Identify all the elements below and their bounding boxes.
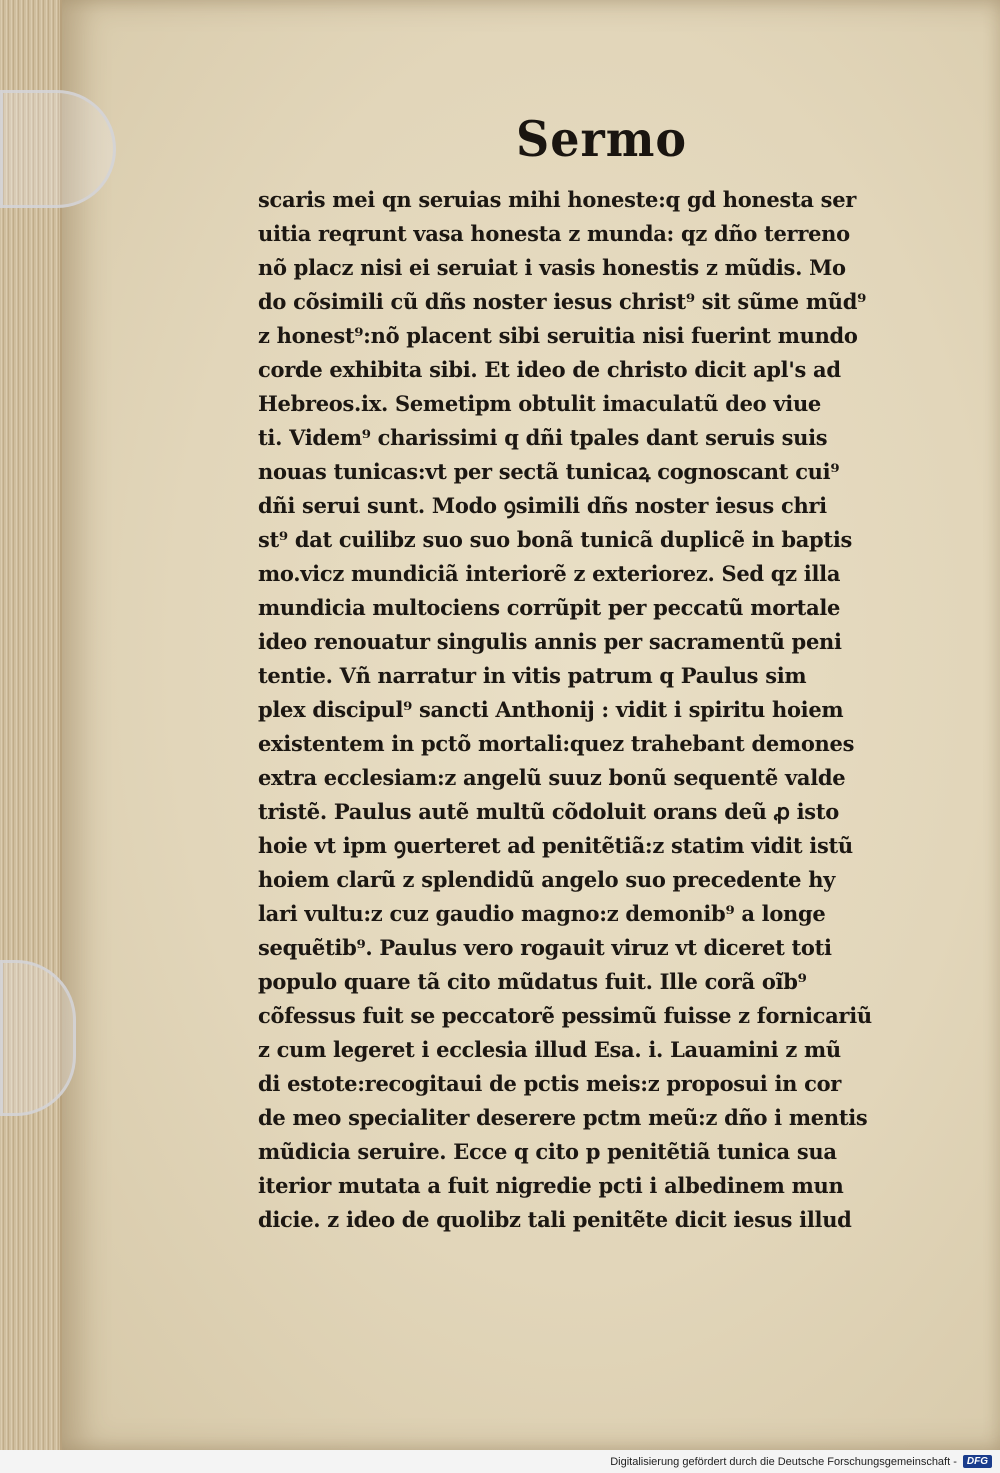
text-line: scaris mei qn seruias mihi honeste:q gd honesta ser (258, 187, 857, 212)
text-line: dñi serui sunt. Modo ꝯsimili dñs noster iesus chri (258, 493, 827, 518)
text-line: cõfessus fuit se peccatorẽ pessimũ fuisse z fornicariũ (258, 1003, 872, 1028)
text-line: nõ placz nisi ei seruiat i vasis honestis z mũdis. Mo (258, 255, 846, 280)
text-line: di estote:recogitaui de pctis meis:z proposui in cor (258, 1071, 842, 1096)
text-line: lari vultu:z cuz gaudio magno:z demonib⁹ a longe (258, 901, 826, 926)
text-line: tentie. Vñ narratur in vitis patrum q Paulus sim (258, 663, 807, 688)
dfg-logo[interactable]: DFG (963, 1455, 992, 1468)
text-line: Hebreos.ix. Semetipm obtulit imaculatũ deo viue (258, 391, 821, 416)
body-text (258, 183, 958, 1237)
text-line: plex discipul⁹ sancti Anthonij : vidit i spiritu hoiem (258, 697, 844, 722)
text-line: nouas tunicas:vt per sectã tunicaꝝ cognoscant cui⁹ (258, 459, 840, 484)
footer-bar (0, 1450, 1000, 1473)
text-line: ideo renouatur singulis annis per sacramentũ peni (258, 629, 842, 654)
text-line: dicie. z ideo de quolibz tali penitẽte dicit iesus illud (258, 1207, 852, 1232)
text-line: hoiem clarũ z splendidũ angelo suo precedente hy (258, 867, 836, 892)
text-line: extra ecclesiam:z angelũ suuz bonũ sequentẽ valde (258, 765, 846, 790)
text-line: mo.vicz mundiciã interiorẽ z exteriorez. Sed qz illa (258, 561, 841, 586)
text-line: existentem in pctõ mortali:quez trahebant demones (258, 731, 855, 756)
text-line: st⁹ dat cuilibz suo suo bonã tunicã duplicẽ in baptis (258, 527, 853, 552)
text-line: sequẽtib⁹. Paulus vero rogauit viruz vt diceret toti (258, 935, 832, 960)
page-clip-top (0, 90, 116, 208)
text-line: uitia reqrunt vasa honesta z munda: qz dño terreno (258, 221, 850, 246)
text-line: z honest⁹:nõ placent sibi seruitia nisi fuerint mundo (258, 323, 858, 348)
text-line: de meo specialiter deserere pctm meũ:z dño i mentis (258, 1105, 868, 1130)
text-line: tristẽ. Paulus autẽ multũ cõdoluit orans deũ ꝓ isto (258, 799, 839, 824)
text-line: mundicia multociens corrũpit per peccatũ mortale (258, 595, 841, 620)
text-line: iterior mutata a fuit nigredie pcti i albedinem mun (258, 1173, 844, 1198)
text-line: corde exhibita sibi. Et ideo de christo dicit apl's ad (258, 357, 841, 382)
funding-credit: Digitalisierung gefördert durch die Deutsche Forschungsgemeinschaft - (610, 1455, 957, 1468)
page-title: Sermo (516, 110, 688, 168)
text-line: populo quare tã cito mũdatus fuit. Ille corã oĩb⁹ (258, 969, 807, 994)
text-line: hoie vt ipm ꝯuerteret ad penitẽtiã:z statim vidit istũ (258, 833, 853, 858)
text-line: do cõsimili cũ dñs noster iesus christ⁹ sit sũme mũd⁹ (258, 289, 866, 314)
text-line: ti. Videm⁹ charissimi q dñi tpales dant seruis suis (258, 425, 828, 450)
text-line: z cum legeret i ecclesia illud Esa. i. Lauamini z mũ (258, 1037, 841, 1062)
text-line: mũdicia seruire. Ecce q cito p penitẽtiã tunica sua (258, 1139, 837, 1164)
